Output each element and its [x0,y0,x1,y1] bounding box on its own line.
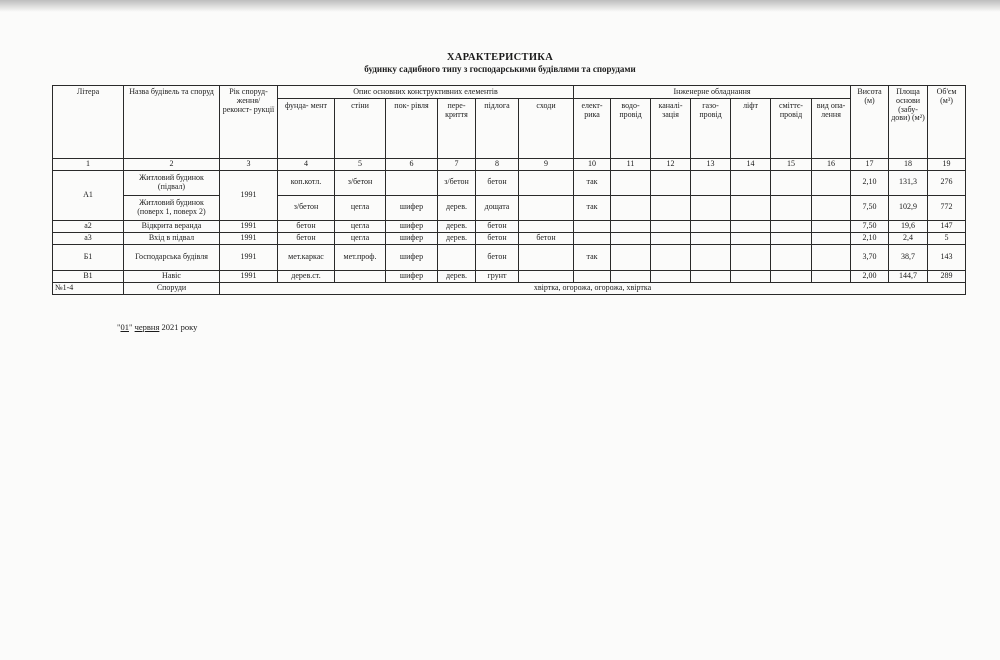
header-electricity: елект- рика [574,98,611,158]
cell-walls: мет.проф. [335,244,386,270]
cell-volume: 5 [928,232,966,244]
cell-empty [611,232,651,244]
cell-volume: 147 [928,220,966,232]
cell-roof: шифер [386,195,438,220]
column-number: 7 [438,158,476,170]
cell-floor: бетон [476,244,519,270]
column-number: 18 [889,158,928,170]
cell-floor: бетон [476,232,519,244]
column-number: 8 [476,158,519,170]
table-row [53,195,966,220]
cell-empty [731,232,771,244]
table-row [53,220,966,232]
cell-ceiling [438,244,476,270]
header-sewer: каналі- зація [651,98,691,158]
cell-empty [651,270,691,282]
header-group-elements: Опис основних конструктивних елементів [278,86,574,99]
cell-area: 38,7 [889,244,928,270]
cell-name: Господарська будівля [124,244,220,270]
cell-litera: а3 [53,232,124,244]
column-number: 9 [519,158,574,170]
cell-empty [771,232,812,244]
cell-foundation: коп.котл. [278,170,335,195]
cell-litera: №1-4 [53,282,124,294]
header-area: Площа основи (забу- дови) (м²) [889,86,928,159]
cell-empty [771,244,812,270]
header-water: водо- провід [611,98,651,158]
cell-empty [731,270,771,282]
cell-empty [812,232,851,244]
column-number-row [53,158,966,170]
cell-empty [691,170,731,195]
column-number: 15 [771,158,812,170]
table-row [53,270,966,282]
column-number: 13 [691,158,731,170]
signature-year: 2021 року [161,322,198,332]
column-number: 11 [611,158,651,170]
cell-electricity: так [574,195,611,220]
cell-year: 1991 [220,170,278,220]
cell-empty [771,270,812,282]
cell-floor: грунт [476,270,519,282]
column-number: 12 [651,158,691,170]
header-ceiling: пере- криття [438,98,476,158]
column-number: 1 [53,158,124,170]
column-number: 16 [812,158,851,170]
header-floor: підлога [476,98,519,158]
cell-name: Вхід в підвал [124,232,220,244]
header-walls: стіни [335,98,386,158]
cell-area: 144,7 [889,270,928,282]
cell-volume: 143 [928,244,966,270]
cell-name: Споруди [124,282,220,294]
cell-walls: з/бетон [335,170,386,195]
cell-foundation: дерев.ст. [278,270,335,282]
cell-floor: бетон [476,220,519,232]
cell-height: 2,00 [851,270,889,282]
cell-stairs [519,270,574,282]
cell-area: 2,4 [889,232,928,244]
cell-roof: шифер [386,244,438,270]
signature-month: червня [134,322,160,332]
cell-floor: бетон [476,170,519,195]
cell-walls: цегла [335,195,386,220]
cell-foundation: бетон [278,220,335,232]
column-number: 3 [220,158,278,170]
cell-empty [812,270,851,282]
cell-year: 1991 [220,270,278,282]
cell-empty [812,170,851,195]
cell-stairs [519,195,574,220]
cell-structures-description: хвіртка, огорожа, огорожа, хвіртка [220,282,966,294]
table-row [53,244,966,270]
cell-walls: цегла [335,220,386,232]
cell-foundation: мет.каркас [278,244,335,270]
document-title: ХАРАКТЕРИСТИКА [446,52,554,63]
cell-empty [691,232,731,244]
cell-ceiling: дерев. [438,270,476,282]
cell-ceiling: дерев. [438,195,476,220]
cell-stairs [519,244,574,270]
cell-empty [771,220,812,232]
cell-name: Житловий будинок (поверх 1, поверх 2) [124,195,220,220]
cell-year: 1991 [220,220,278,232]
cell-ceiling: дерев. [438,220,476,232]
cell-year: 1991 [220,244,278,270]
cell-foundation: бетон [278,232,335,244]
cell-empty [611,195,651,220]
header-name: Назва будівель та споруд [124,86,220,159]
cell-roof: шифер [386,220,438,232]
cell-volume: 276 [928,170,966,195]
cell-empty [611,170,651,195]
cell-empty [812,244,851,270]
table-row-structures [53,282,966,294]
column-number: 10 [574,158,611,170]
cell-stairs [519,170,574,195]
document-subtitle: будинку садибного типу з господарськими будівлями та спорудами [364,64,636,74]
cell-height: 7,50 [851,220,889,232]
cell-height: 2,10 [851,170,889,195]
scan-edge-shadow [0,0,1000,12]
cell-empty [611,244,651,270]
cell-ceiling: з/бетон [438,170,476,195]
header-height: Висота (м) [851,86,889,159]
cell-empty [611,220,651,232]
column-number: 14 [731,158,771,170]
column-number: 19 [928,158,966,170]
cell-height: 2,10 [851,232,889,244]
cell-empty [651,232,691,244]
cell-electricity [574,232,611,244]
header-volume: Об'єм (м³) [928,86,966,159]
cell-walls: цегла [335,232,386,244]
signature-date: "01" червня 2021 року [117,322,198,332]
cell-litera: Б1 [53,244,124,270]
cell-height: 7,50 [851,195,889,220]
header-lift: ліфт [731,98,771,158]
header-garbage: сміттє- провід [771,98,812,158]
cell-walls [335,270,386,282]
cell-empty [651,170,691,195]
cell-stairs [519,220,574,232]
cell-volume: 289 [928,270,966,282]
cell-empty [691,220,731,232]
cell-area: 19,6 [889,220,928,232]
cell-floor: дощата [476,195,519,220]
cell-litera: а2 [53,220,124,232]
cell-empty [771,170,812,195]
cell-litera: В1 [53,270,124,282]
header-foundation: фунда- мент [278,98,335,158]
column-number: 17 [851,158,889,170]
cell-name: Житловий будинок (підвал) [124,170,220,195]
cell-empty [731,170,771,195]
cell-electricity: так [574,244,611,270]
column-number: 2 [124,158,220,170]
cell-empty [771,195,812,220]
cell-empty [611,270,651,282]
cell-empty [731,195,771,220]
header-gas: газо- провід [691,98,731,158]
characteristics-table [52,85,966,295]
cell-litera: А1 [53,170,124,220]
cell-area: 131,3 [889,170,928,195]
cell-empty [651,244,691,270]
cell-empty [731,244,771,270]
cell-electricity [574,270,611,282]
table-row [53,170,966,195]
cell-empty [691,244,731,270]
cell-electricity: так [574,170,611,195]
cell-roof: шифер [386,270,438,282]
cell-height: 3,70 [851,244,889,270]
signature-day: 01 [120,322,129,332]
cell-area: 102,9 [889,195,928,220]
header-year: Рік споруд- ження/ реконст- рукції [220,86,278,159]
cell-stairs: бетон [519,232,574,244]
cell-roof [386,170,438,195]
cell-empty [691,270,731,282]
header-roof: пок- рівля [386,98,438,158]
cell-empty [812,195,851,220]
cell-ceiling: дерев. [438,232,476,244]
cell-empty [651,220,691,232]
cell-empty [651,195,691,220]
cell-year: 1991 [220,232,278,244]
header-group-engineering: Інженерне обладнання [574,86,851,99]
column-number: 4 [278,158,335,170]
cell-name: Відкрита веранда [124,220,220,232]
cell-volume: 772 [928,195,966,220]
cell-empty [812,220,851,232]
column-number: 6 [386,158,438,170]
header-litera: Літера [53,86,124,159]
cell-roof: шифер [386,232,438,244]
header-heating: вид опа- лення [812,98,851,158]
cell-electricity [574,220,611,232]
header-stairs: сходи [519,98,574,158]
column-number: 5 [335,158,386,170]
cell-empty [731,220,771,232]
table-row [53,232,966,244]
cell-name: Навіс [124,270,220,282]
cell-foundation: з/бетон [278,195,335,220]
cell-empty [691,195,731,220]
